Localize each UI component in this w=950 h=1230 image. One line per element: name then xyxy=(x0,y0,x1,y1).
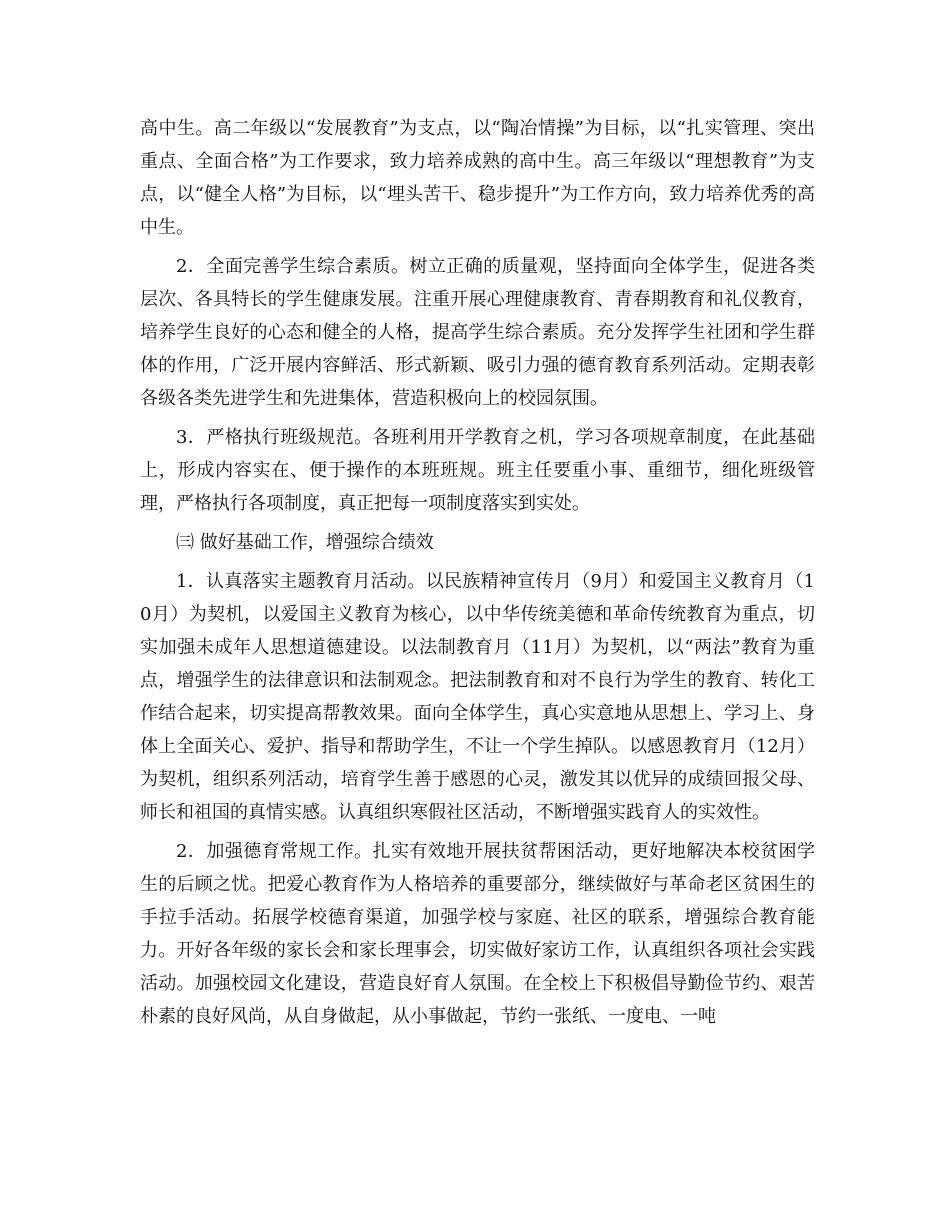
paragraph-moral-routine: 2．加强德育常规工作。扎实有效地开展扶贫帮困活动，更好地解决本校贫困学生的后顾之忧。把爱心教育作为人格培养的重要部分，继续做好与革命老区贫困生的手拉手活动。拓展学校德育渠道，加强学校与家庭、社区的联系，增强综合教育能力。开好各年级的家长会和家长理事会，切实做好家访工作，认真组织各项社会实践活动。加强校园文化建设，营造良好育人氛围。在全校上下积极倡导勤俭节约、艰苦朴素的良好风尚，从自身做起，从小事做起，节约一张纸、一度电、一吨 xyxy=(140,841,815,1027)
document-page xyxy=(140,112,815,1039)
paragraph-theme-month: 1．认真落实主题教育月活动。以民族精神宣传月（9月）和爱国主义教育月（10月）为契机，以爱国主义教育为核心，以中华传统美德和革命传统教育为重点，切实加强未成年人思想道德建设。以法制教育月（11月）为契机，以“两法”教育为重点，增强学生的法律意识和法制观念。把法制教育和对不良行为学生的教育、转化工作结合起来，切实提高帮教效果。面向全体学生，真心实意地从思想上、学习上、身体上全面关心、爱护、指导和帮助学生，不让一个学生掉队。以感恩教育月（12月）为契机，组织系列活动，培育学生善于感恩的心灵，激发其以优异的成绩回报父母、师长和祖国的真情实感。认真组织寒假社区活动，不断增强实践育人的实效性。 xyxy=(140,571,815,823)
paragraph-student-quality: 2．全面完善学生综合素质。树立正确的质量观，坚持面向全体学生，促进各类层次、各具特长的学生健康发展。注重开展心理健康教育、青春期教育和礼仪教育，培养学生良好的心态和健全的人格，提高学生综合素质。充分发挥学生社团和学生群体的作用，广泛开展内容鲜活、形式新颖、吸引力强的德育教育系列活动。定期表彰各级各类先进学生和先进集体，营造积极向上的校园氛围。 xyxy=(140,256,815,409)
section-heading: ㈢ 做好基础工作，增强综合绩效 xyxy=(176,532,434,553)
paragraph-continuation: 高中生。高二年级以“发展教育”为支点，以“陶冶情操”为目标，以“扎实管理、突出重点、全面合格”为工作要求，致力培养成熟的高中生。高三年级以“理想教育”为支点，以“健全人格”为目标，以“埋头苦干、稳步提升”为工作方向，致力培养优秀的高中生。 xyxy=(140,118,815,238)
paragraph-class-rules: 3．严格执行班级规范。各班利用开学教育之机，学习各项规章制度，在此基础上，形成内容实在、便于操作的本班班规。班主任要重小事、重细节，细化班级管理，严格执行各项制度，真正把每一项制度落实到实处。 xyxy=(140,427,815,514)
